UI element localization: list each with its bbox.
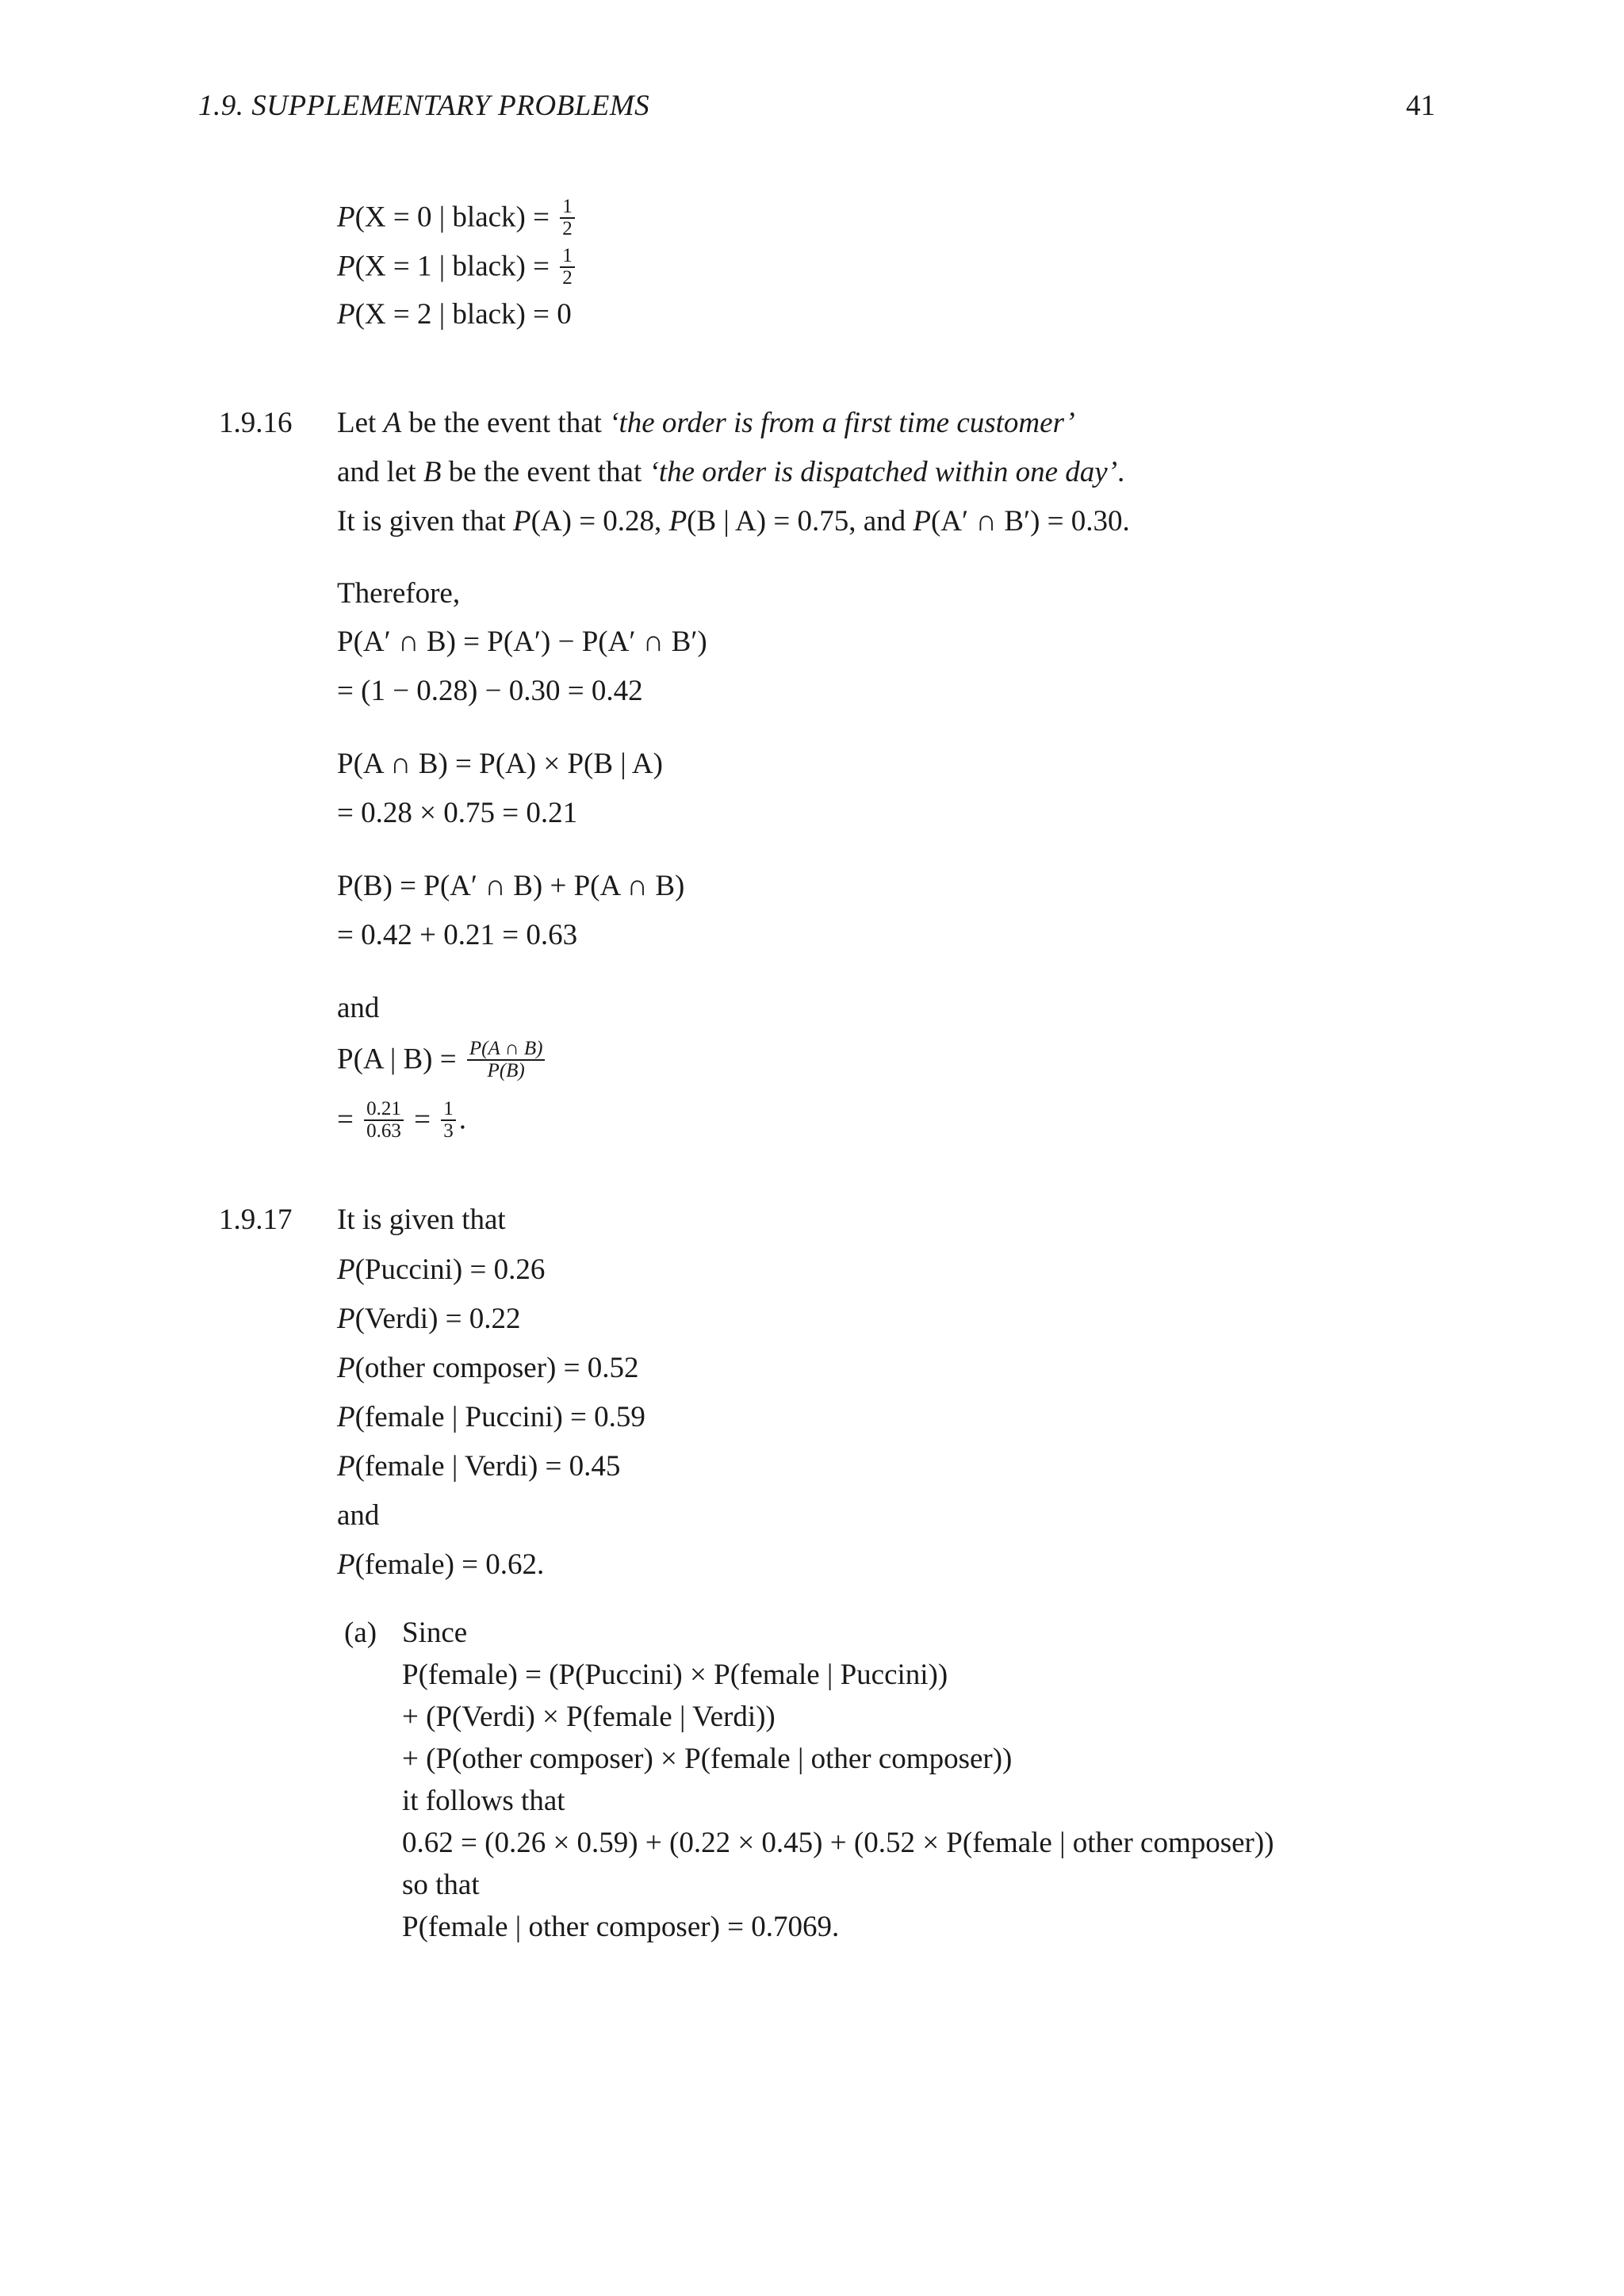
problem-number: 1.9.17 — [219, 1203, 293, 1236]
fraction: $\frac{0.21}{0.63}$ — [364, 1099, 404, 1142]
equation-line: P(A | B) = $\frac{P(A \cap B)}{P(B)}$ — [337, 1040, 548, 1083]
fraction: $\frac{P(A \cap B)}{P(B)}$ — [467, 1039, 546, 1081]
problem-text: It is given that — [337, 1203, 506, 1236]
and-label: and — [337, 992, 380, 1024]
fraction-half: $\frac{1}{2}$ — [560, 197, 575, 239]
fraction: $\frac{1}{3}$ — [441, 1099, 456, 1142]
equation-line: = $\frac{0.21}{0.63}$ = $\frac{1}{3}$ . — [337, 1098, 466, 1142]
given-line: P(Puccini) = 0.26 — [337, 1253, 546, 1286]
equation-line: P(female | other composer) = 0.7069. — [402, 1911, 840, 1943]
part-label: (a) — [344, 1617, 377, 1649]
and-label: and — [337, 1499, 380, 1532]
problem-text: and let B be the event that ‘the order is dispatched within one day’. — [337, 456, 1125, 488]
equation-line: = 0.42 + 0.21 = 0.63 — [337, 919, 578, 951]
equation-line: P(X = 1 | black) = $\frac{1}{2}$ — [337, 247, 578, 290]
problem-number: 1.9.16 — [219, 407, 293, 439]
equation-line: P(A ∩ B) = P(A) × P(B | A) — [337, 748, 663, 780]
equation-line: P(B) = P(A′ ∩ B) + P(A ∩ B) — [337, 870, 685, 902]
equation-line: P(X = 2 | black) = 0 — [337, 298, 572, 331]
part-text: so that — [402, 1869, 480, 1901]
equation-line: P(X = 0 | black) = $\frac{1}{2}$ — [337, 198, 578, 241]
equation-line: + (P(other composer) × P(female | other composer)) — [402, 1743, 1013, 1775]
given-line: P(female | Verdi) = 0.45 — [337, 1450, 621, 1483]
given-line: P(female | Puccini) = 0.59 — [337, 1401, 645, 1433]
given-line: P(Verdi) = 0.22 — [337, 1303, 521, 1335]
page-number: 41 — [1406, 90, 1435, 122]
running-title: 1.9. SUPPLEMENTARY PROBLEMS — [198, 90, 650, 122]
equation-line: P(female) = (P(Puccini) × P(female | Puccini)) — [402, 1659, 948, 1691]
given-line: It is given that P(A) = 0.28, P(B | A) = 0.75, and P(A′ ∩ B′) = 0.30. — [337, 505, 1130, 538]
equation-line: = (1 − 0.28) − 0.30 = 0.42 — [337, 675, 643, 707]
fraction-half: $\frac{1}{2}$ — [560, 246, 575, 289]
equation-line: P(A′ ∩ B) = P(A′) − P(A′ ∩ B′) — [337, 626, 707, 658]
therefore-label: Therefore, — [337, 577, 461, 610]
given-line: P(female) = 0.62. — [337, 1548, 545, 1581]
equation-line: + (P(Verdi) × P(female | Verdi)) — [402, 1701, 776, 1733]
problem-text: Let A be the event that ‘the order is from a first time customer’ — [337, 407, 1075, 439]
part-text: Since — [402, 1617, 468, 1649]
part-text: it follows that — [402, 1785, 565, 1817]
given-line: P(other composer) = 0.52 — [337, 1352, 639, 1384]
equation-line: 0.62 = (0.26 × 0.59) + (0.22 × 0.45) + (0.52 × P(female | other composer)) — [402, 1827, 1274, 1859]
equation-line: = 0.28 × 0.75 = 0.21 — [337, 797, 578, 829]
